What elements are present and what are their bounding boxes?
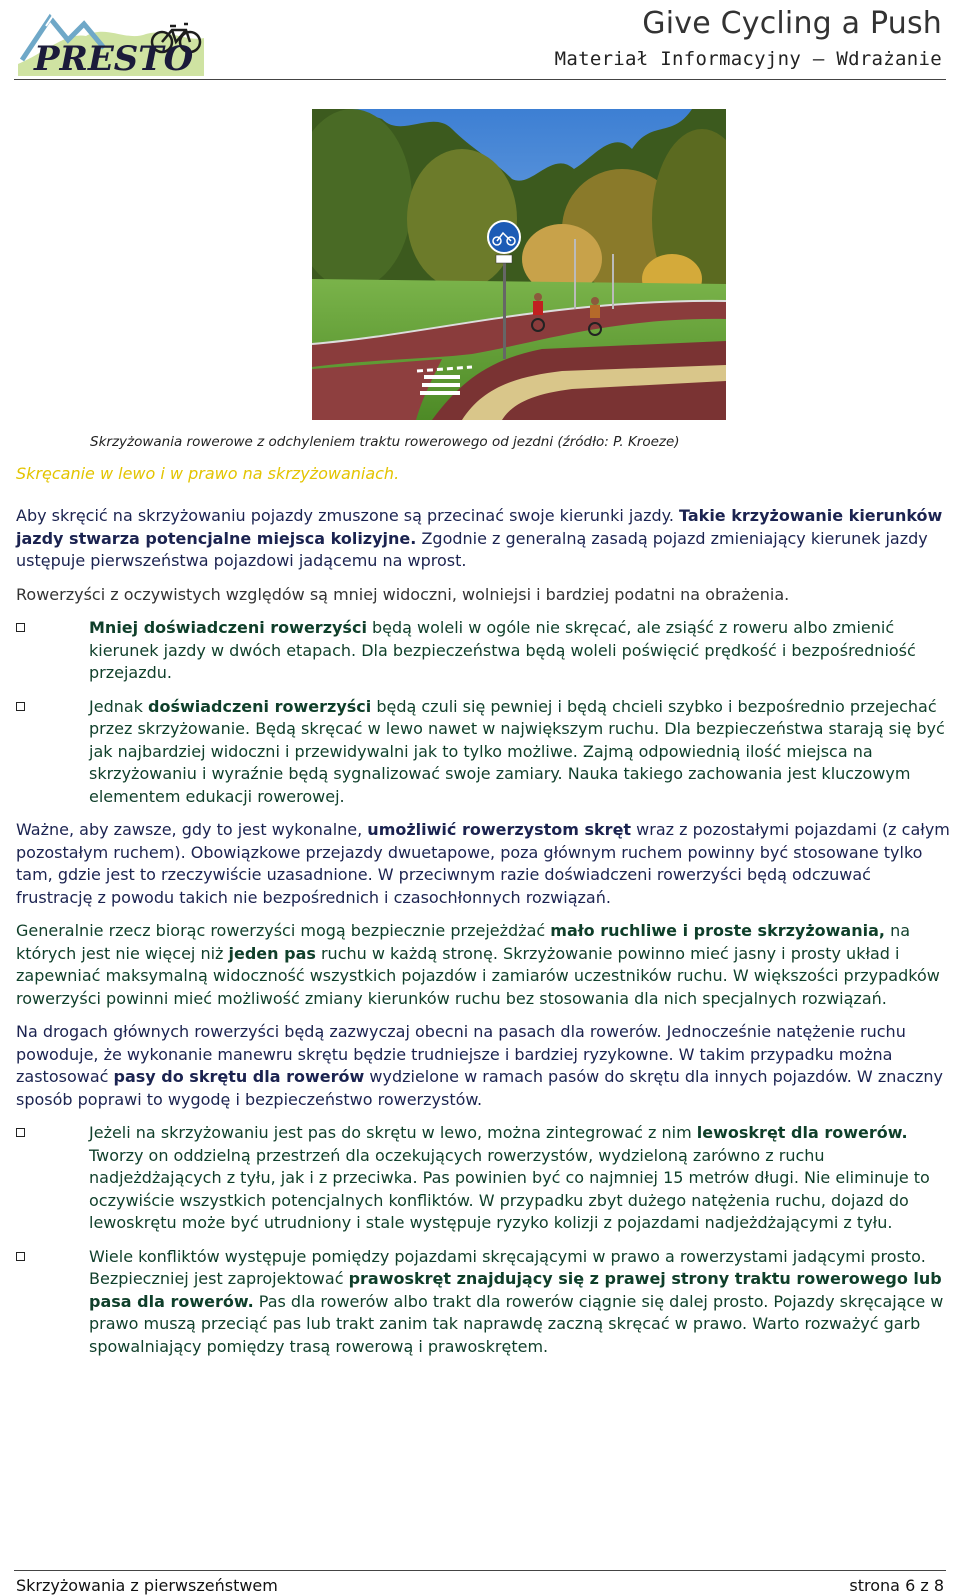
page-header [0,0,960,80]
document-subtitle: Materiał Informacyjny – Wdrażanie [554,48,942,70]
figure-caption: Skrzyżowania rowerowe z odchyleniem traktu rowerowego od jezdni (źródło: P. Kroeze) [90,434,680,450]
text-run: ruchu w każdą stronę. Skrzyżowanie powinno mieć jasny i prosty układ i zapewniać maksymalną widoczność wszystkich pojazdów i zamiarów uczestników ruchu. W większości przypadków rowerzyści powinni mieć możliwość zmiany kierunków ruchu bez stosowania dla nich specjalnych rozwiązań. [16,943,940,1008]
text-run: Jeżeli na skrzyżowaniu jest pas do skrętu w lewo, można zintegrować z nim [89,1123,697,1142]
text-bold: pasy do skrętu dla rowerów [113,1067,365,1086]
text-bold: lewoskręt dla rowerów. [696,1123,908,1142]
text-run: Pas dla rowerów albo trakt dla rowerów ciągnie się dalej prosto. Pojazdy skręcające w prawo muszą przeciąć pas lub trakt zanim tak naprawdę zaczną skręcać w prawo. Warto rozważyć garb spowalniający pomiędzy trasą rowerową i prawoskrętem. [89,1291,944,1356]
text-run: Aby skręcić na skrzyżowaniu pojazdy zmuszone są przecinać swoje kierunki jazdy. [16,506,680,525]
text-run: będą czuli się pewniej i będą chcieli szybko i bezpośrednio przejechać przez skrzyżowanie. Będą skręcać w lewo nawet w największym ruchu. Dla bezpieczeństwa starają się być jak najbardziej widoczni i przewidywalni jak to tylko możliwe. Zajmą odpowiednią ilość miejsca na skrzyżowaniu i wyraźnie będą sygnalizować swoje zamiary. Nauka takiego zachowania jest kluczowym elementem edukacji rowerowej. [89,696,945,806]
main-content [16,505,951,1369]
header-divider [14,79,946,80]
text-run: Tworzy on oddzielną przestrzeń dla oczekujących rowerzystów, wydzieloną zarówno z ruchu nadjeżdżających z tyłu, jak i z przeciwka. Pas powinien być co najmniej 15 metrów długi. Nie eliminuje to oczywiście wszystkich potencjalnych konfliktów. W przypadku zbyt dużego natężenia ruchu, dojazd do lewoskrętu może być utrudniony i stale występuje ryzyko kolizji z pojazdami nadjeżdżającymi z tyłu. [89,1145,930,1232]
paragraph-simple-intersections [16,920,951,1010]
footer-divider [14,1570,946,1571]
text-run: wydzielone w ramach pasów do skrętu dla innych pojazdów. W znaczny sposób poprawi to wygodę i bezpieczeństwo rowerzystów. [16,1067,943,1109]
bullet-box-icon [16,623,25,632]
text-bold: doświadczeni rowerzyści [148,696,372,716]
text-run: Na drogach głównych rowerzyści będą zazwyczaj obecni na pasach dla rowerów. Jednocześnie natężenie ruchu powoduje, że wykonanie manewru skrętu będzie trudniejsze i bardziej ryzykowne. W takim przypadku można zastosować [16,1022,906,1086]
text-run: Jednak [89,696,149,716]
section-heading: Skręcanie w lewo i w prawo na skrzyżowaniach. [16,464,400,483]
text-run: Zgodnie z generalną zasadą pojazd zmieniający kierunek jazdy ustępuje pierwszeństwa pojazdowi jadącemu na wprost. [16,528,928,570]
text-bold: jeden pas [228,943,316,963]
text-bold: prawoskręt znajdujący się z prawej strony traktu rowerowego lub pasa dla rowerów. [89,1269,942,1311]
text-bold: Takie krzyżowanie kierunków jazdy stwarza potencjalne miejsca kolizyjne. [16,506,943,548]
text-run: Generalnie rzecz biorąc rowerzyści mogą bezpiecznie przejeżdżać [16,921,551,940]
paragraph-main-roads [16,1021,951,1111]
text-bold: mało ruchliwe i proste skrzyżowania, [550,921,885,940]
document-title: Give Cycling a Push [642,6,942,41]
text-run: będą woleli w ogóle nie skręcać, ale zsiąść z roweru albo zmienić kierunek jazdy w dwóch etapach. Dla bezpieczeństwa będą woleli poświęcić prędkość i bezpośredniość przejazdu. [89,618,916,682]
footer-section-name: Skrzyżowania z pierwszeństwem [16,1576,278,1595]
page-number: strona 6 z 8 [849,1576,944,1595]
bullet-box-icon [16,702,25,711]
bullet-inexperienced [16,617,951,685]
text-run: Wiele konfliktów występuje pomiędzy pojazdami skręcającymi w prawo a rowerzystami jadącymi prosto. Bezpieczniej jest zaprojektować [89,1246,926,1288]
logo-text: PRESTO [34,39,194,76]
presto-logo [16,2,206,76]
text-run: wraz z pozostałymi pojazdami (z całym pozostałym ruchem). Obowiązkowe przejazdy dwuetapowe, poza głównym ruchem powinny być stosowane tylko tam, gdzie jest to rzeczywiście uzasadnione. W przeciwnym razie doświadczeni rowerzyści będą odczuwać frustrację z powodu takich nie bezpośrednich i czasochłonnych rozwiązań. [16,820,950,907]
bullet-right-turn [16,1246,951,1359]
bullet-left-turn [16,1122,951,1235]
bullet-experienced [16,696,951,809]
bullet-box-icon [16,1128,25,1137]
paragraph-intro [16,505,951,573]
text-run: Ważne, aby zawsze, gdy to jest wykonalne, [16,820,368,839]
intersection-photo [312,109,726,420]
paragraph-visibility: Rowerzyści z oczywistych względów są mniej widoczni, wolniejsi i bardziej podatni na obrażenia. [16,584,790,604]
text-bold: Mniej doświadczeni rowerzyści [89,618,367,637]
text-bold: umożliwić rowerzystom skręt [367,820,632,839]
text-run: na których jest nie więcej niż [16,921,911,963]
paragraph-enable-turn [16,819,951,909]
bullet-box-icon [16,1252,25,1261]
